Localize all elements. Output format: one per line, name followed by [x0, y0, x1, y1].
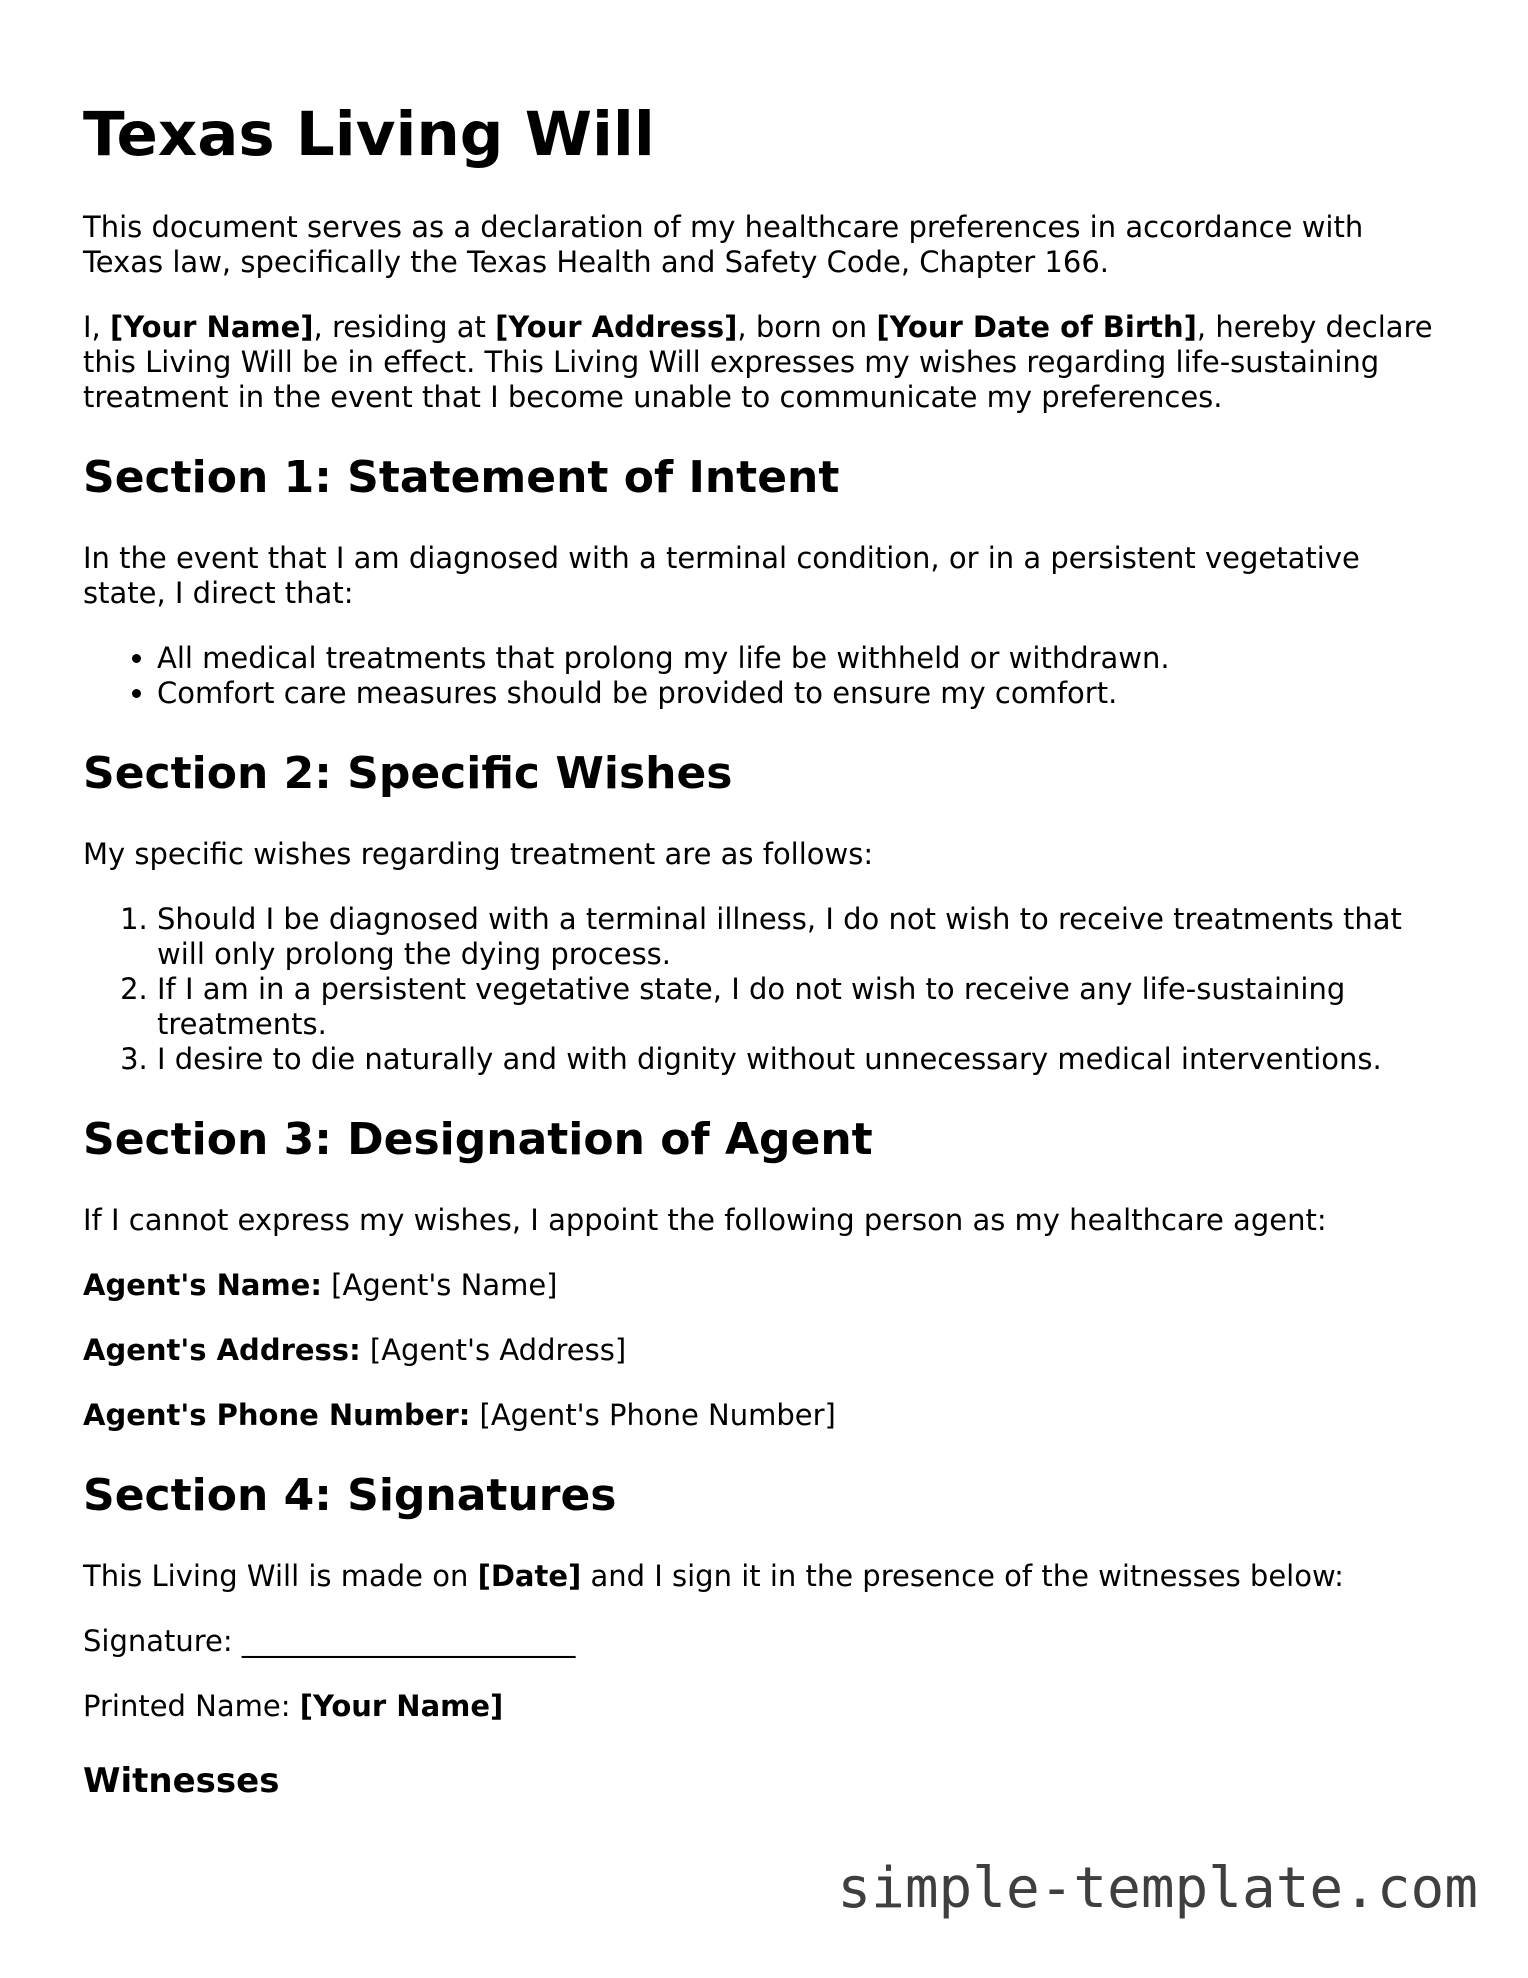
agent-name-line: [83, 1268, 1443, 1303]
declaration-text: , residing at: [313, 310, 496, 344]
signature-line: Signature: _______________________: [83, 1624, 576, 1658]
agent-name-value: [Agent's Name]: [321, 1268, 558, 1302]
list-item: • All medical treatments that prolong my life be withheld or withdrawn.: [157, 641, 1443, 676]
section-1-list: [83, 641, 1443, 711]
section-3-heading: Section 3: Designation of Agent: [83, 1114, 873, 1165]
section-2-text: My specific wishes regarding treatment are as follows:: [83, 837, 874, 871]
agent-address-label: Agent's Address:: [83, 1333, 361, 1367]
printed-name-line: [83, 1689, 1443, 1724]
made-on-line: [83, 1559, 1443, 1594]
intro-paragraph: This document serves as a declaration of my healthcare preferences in accordance with Texas law, specifically the Texas Health and Safety Code, Chapter 166.: [83, 210, 1364, 279]
declaration-text: , hereby declare this Living Will be in effect. This Living Will expresses my wishes regarding life-sustaining treatment in the event that I become unable to communicate my preferences.: [83, 310, 1433, 414]
date-placeholder: [Date]: [477, 1559, 582, 1593]
witnesses-heading: Witnesses: [83, 1761, 280, 1801]
agent-address-value: [Agent's Address]: [360, 1333, 627, 1367]
made-on-text: and I sign it in the presence of the witnesses below:: [581, 1559, 1344, 1593]
made-on-text: This Living Will is made on: [83, 1559, 478, 1593]
section-2-list: [83, 902, 1443, 1077]
watermark-text: simple-template.com: [837, 1856, 1478, 1921]
agent-phone-label: Agent's Phone Number:: [83, 1398, 471, 1432]
agent-name-label: Agent's Name:: [83, 1268, 322, 1302]
document-title: Texas Living Will: [83, 99, 655, 170]
section-4-heading: Section 4: Signatures: [83, 1470, 617, 1521]
agent-address-line: [83, 1333, 1443, 1368]
list-item: 3. I desire to die naturally and with dignity without unnecessary medical interventions.: [157, 1042, 1443, 1077]
list-item: 1. Should I be diagnosed with a terminal illness, I do not wish to receive treatments that will only prolong the dying process.: [157, 902, 1443, 972]
declaration-text: I,: [83, 310, 110, 344]
section-2-heading: Section 2: Specific Wishes: [83, 748, 733, 799]
declaration-text: , born on: [737, 310, 877, 344]
section-1-text: In the event that I am diagnosed with a terminal condition, or in a persistent vegetative state, I direct that:: [83, 541, 1360, 610]
printed-name-label: Printed Name:: [83, 1689, 300, 1723]
agent-phone-value: [Agent's Phone Number]: [470, 1398, 836, 1432]
list-item: 2. If I am in a persistent vegetative state, I do not wish to receive any life-sustaining treatments.: [157, 972, 1443, 1042]
document-page: [83, 100, 1443, 1802]
your-dob-placeholder: [Your Date of Birth]: [876, 310, 1197, 344]
list-item: • Comfort care measures should be provided to ensure my comfort.: [157, 676, 1443, 711]
declaration-paragraph: [83, 310, 1443, 415]
agent-phone-line: [83, 1398, 1443, 1433]
your-address-placeholder: [Your Address]: [495, 310, 738, 344]
printed-name-value: [Your Name]: [299, 1689, 504, 1723]
section-1-heading: Section 1: Statement of Intent: [83, 452, 840, 503]
your-name-placeholder: [Your Name]: [110, 310, 314, 344]
section-3-text: If I cannot express my wishes, I appoint the following person as my healthcare agent:: [83, 1203, 1327, 1237]
